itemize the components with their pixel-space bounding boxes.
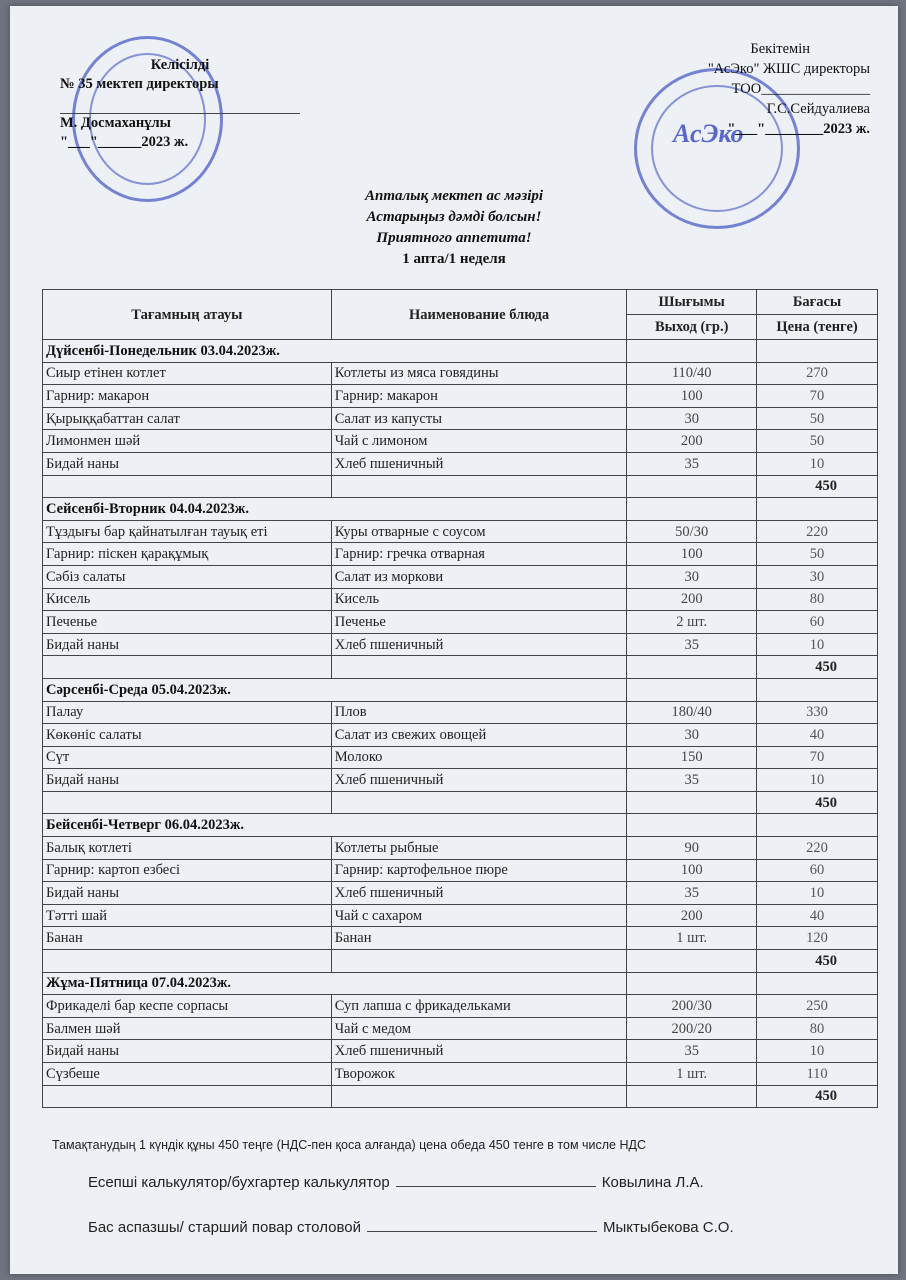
header-dish-kz: Тағамның атауы	[43, 290, 332, 340]
dish-output: 200	[627, 904, 757, 927]
dish-output: 200	[627, 430, 757, 453]
company-director-position: "АсЭко" ЖШС директоры	[707, 61, 870, 77]
dish-name-kz: Сиыр етінен котлет	[43, 362, 332, 385]
dish-price: 60	[757, 611, 878, 634]
dish-name-kz: Бидай наны	[43, 633, 332, 656]
dish-name-ru: Чай с лимоном	[331, 430, 627, 453]
dish-name-kz: Сүзбеше	[43, 1063, 332, 1086]
dish-output: 90	[627, 837, 757, 860]
dish-output: 200/20	[627, 1017, 757, 1040]
dish-name-ru: Кисель	[331, 588, 627, 611]
dish-output: 35	[627, 882, 757, 905]
empty-cell	[627, 791, 757, 814]
table-row	[43, 452, 878, 475]
company-sign-line: ТОО_______________	[731, 81, 870, 97]
dish-name-ru: Банан	[331, 927, 627, 950]
table-row	[43, 385, 878, 408]
dish-name-ru: Куры отварные с соусом	[331, 520, 627, 543]
accountant-signature-row	[88, 1174, 704, 1191]
day-total: 450	[757, 475, 878, 498]
dish-price: 60	[757, 859, 878, 882]
dish-name-ru: Гарнир: макарон	[331, 385, 627, 408]
day-total-row	[43, 950, 878, 973]
table-row	[43, 769, 878, 792]
table-row	[43, 995, 878, 1018]
dish-price: 220	[757, 520, 878, 543]
agreed-label: Келісілді	[150, 57, 210, 73]
day-label: Дүйсенбі-Понедельник 03.04.2023ж.	[43, 340, 627, 363]
school-director-position: № 35 мектеп директоры	[60, 76, 219, 92]
empty-cell	[627, 1085, 757, 1108]
accountant-name: Ковылина Л.А.	[601, 1174, 704, 1191]
dish-name-kz: Көкөніс салаты	[43, 724, 332, 747]
dish-name-ru: Гарнир: гречка отварная	[331, 543, 627, 566]
dish-output: 180/40	[627, 701, 757, 724]
table-row	[43, 859, 878, 882]
dish-name-ru: Хлеб пшеничный	[331, 1040, 627, 1063]
empty-cell	[331, 1085, 627, 1108]
dish-name-kz: Балық котлеті	[43, 837, 332, 860]
table-row	[43, 724, 878, 747]
day-header-row	[43, 498, 878, 521]
dish-price: 80	[757, 588, 878, 611]
day-label: Сәрсенбі-Среда 05.04.2023ж.	[43, 678, 627, 701]
dish-name-kz: Печенье	[43, 611, 332, 634]
dish-name-ru: Чай с медом	[331, 1017, 627, 1040]
dish-name-kz: Сүт	[43, 746, 332, 769]
dish-name-ru: Котлеты из мяса говядины	[331, 362, 627, 385]
dish-name-ru: Гарнир: картофельное пюре	[331, 859, 627, 882]
empty-cell	[757, 678, 878, 701]
empty-cell	[757, 814, 878, 837]
day-label: Жұма-Пятница 07.04.2023ж.	[43, 972, 627, 995]
empty-cell	[43, 1085, 332, 1108]
dish-output: 35	[627, 1040, 757, 1063]
dish-name-ru: Салат из моркови	[331, 565, 627, 588]
empty-cell	[627, 475, 757, 498]
dish-name-kz: Сәбіз салаты	[43, 565, 332, 588]
table-row	[43, 701, 878, 724]
dish-name-kz: Бидай наны	[43, 1040, 332, 1063]
table-row	[43, 520, 878, 543]
empty-cell	[627, 340, 757, 363]
title-line-1: Апталық мектеп ас мәзірі	[364, 188, 544, 204]
approved-label: Бекітемін	[750, 41, 810, 57]
dish-output: 35	[627, 452, 757, 475]
dish-price: 250	[757, 995, 878, 1018]
dish-name-kz: Бидай наны	[43, 882, 332, 905]
empty-cell	[331, 791, 627, 814]
empty-cell	[627, 656, 757, 679]
dish-price: 10	[757, 769, 878, 792]
header-approved-block	[600, 39, 870, 139]
dish-name-ru: Хлеб пшеничный	[331, 769, 627, 792]
header-price: Бағасы	[757, 290, 878, 315]
dish-name-ru: Салат из капусты	[331, 407, 627, 430]
empty-cell	[627, 678, 757, 701]
empty-cell	[331, 950, 627, 973]
day-label: Бейсенбі-Четверг 06.04.2023ж.	[43, 814, 627, 837]
dish-name-kz: Гарнир: макарон	[43, 385, 332, 408]
day-total-row	[43, 656, 878, 679]
dish-price: 50	[757, 543, 878, 566]
empty-cell	[627, 950, 757, 973]
dish-price: 10	[757, 452, 878, 475]
dish-name-kz: Балмен шәй	[43, 1017, 332, 1040]
day-header-row	[43, 972, 878, 995]
title-line-2: Астарыңыз дәмді болсын!	[366, 209, 542, 225]
day-total: 450	[757, 791, 878, 814]
dish-output: 110/40	[627, 362, 757, 385]
day-total-row	[43, 475, 878, 498]
table-row	[43, 1040, 878, 1063]
dish-output: 1 шт.	[627, 927, 757, 950]
dish-output: 200	[627, 588, 757, 611]
empty-cell	[43, 656, 332, 679]
dish-price: 70	[757, 746, 878, 769]
dish-name-kz: Қырыққабаттан салат	[43, 407, 332, 430]
day-header-row	[43, 678, 878, 701]
weekly-menu-table	[42, 289, 878, 1108]
table-row	[43, 611, 878, 634]
empty-cell	[627, 972, 757, 995]
dish-price: 40	[757, 904, 878, 927]
dish-output: 100	[627, 859, 757, 882]
dish-price: 10	[757, 633, 878, 656]
day-total: 450	[757, 950, 878, 973]
dish-name-kz: Бидай наны	[43, 769, 332, 792]
dish-name-kz: Фрикаделі бар кеспе сорпасы	[43, 995, 332, 1018]
title-line-3: Приятного аппетита!	[376, 230, 532, 246]
dish-name-ru: Котлеты рыбные	[331, 837, 627, 860]
accountant-label: Есепші калькулятор/бухгартер калькулятор	[88, 1174, 390, 1191]
empty-cell	[757, 972, 878, 995]
table-row	[43, 633, 878, 656]
empty-cell	[627, 814, 757, 837]
day-total-row	[43, 791, 878, 814]
dish-price: 50	[757, 407, 878, 430]
dish-price: 70	[757, 385, 878, 408]
header-price-sub: Цена (тенге)	[757, 315, 878, 340]
dish-output: 35	[627, 769, 757, 792]
dish-name-ru: Суп лапша с фрикадельками	[331, 995, 627, 1018]
dish-name-kz: Кисель	[43, 588, 332, 611]
dish-price: 220	[757, 837, 878, 860]
dish-output: 1 шт.	[627, 1063, 757, 1086]
table-row	[43, 904, 878, 927]
table-row	[43, 746, 878, 769]
dish-output: 100	[627, 385, 757, 408]
dish-price: 30	[757, 565, 878, 588]
dish-name-ru: Чай с сахаром	[331, 904, 627, 927]
empty-cell	[331, 656, 627, 679]
title-line-4: 1 апта/1 неделя	[402, 251, 506, 267]
header-dish-ru: Наименование блюда	[331, 290, 627, 340]
empty-cell	[757, 498, 878, 521]
agreed-date: "___"______2023 ж.	[60, 134, 189, 150]
dish-name-ru: Хлеб пшеничный	[331, 633, 627, 656]
dish-price: 10	[757, 1040, 878, 1063]
dish-name-kz: Банан	[43, 927, 332, 950]
table-row	[43, 1017, 878, 1040]
dish-output: 30	[627, 565, 757, 588]
dish-name-kz: Бидай наны	[43, 452, 332, 475]
empty-cell	[43, 475, 332, 498]
dish-name-ru: Хлеб пшеничный	[331, 452, 627, 475]
table-row	[43, 1063, 878, 1086]
empty-cell	[43, 791, 332, 814]
day-header-row	[43, 814, 878, 837]
dish-price: 330	[757, 701, 878, 724]
empty-cell	[331, 475, 627, 498]
dish-name-ru: Салат из свежих овощей	[331, 724, 627, 747]
dish-output: 50/30	[627, 520, 757, 543]
dish-output: 30	[627, 724, 757, 747]
dish-name-kz: Лимонмен шәй	[43, 430, 332, 453]
dish-name-kz: Гарнир: піскен қарақұмық	[43, 543, 332, 566]
dish-name-ru: Печенье	[331, 611, 627, 634]
day-total: 450	[757, 656, 878, 679]
header-output-sub: Выход (гр.)	[627, 315, 757, 340]
table-row	[43, 837, 878, 860]
accountant-sign-line	[396, 1186, 596, 1187]
empty-cell	[43, 950, 332, 973]
cook-sign-line	[367, 1231, 597, 1232]
dish-name-ru: Молоко	[331, 746, 627, 769]
table-row	[43, 430, 878, 453]
dish-output: 35	[627, 633, 757, 656]
cook-label: Бас аспазшы/ старший повар столовой	[88, 1219, 361, 1236]
table-row	[43, 882, 878, 905]
dish-output: 150	[627, 746, 757, 769]
document-page	[10, 6, 898, 1274]
table-row	[43, 565, 878, 588]
daily-cost-footnote: Тамақтанудың 1 күндік құны 450 теңге (НДС-пен қоса алғанда) цена обеда 450 тенге в том числе НДС	[52, 1138, 647, 1152]
dish-output: 2 шт.	[627, 611, 757, 634]
dish-name-kz: Тұздығы бар қайнатылған тауық еті	[43, 520, 332, 543]
table-row	[43, 927, 878, 950]
empty-cell	[757, 340, 878, 363]
header-agreed-block	[60, 56, 300, 152]
dish-name-ru: Плов	[331, 701, 627, 724]
day-total: 450	[757, 1085, 878, 1108]
approved-date: "___"________2023 ж.	[727, 121, 870, 137]
dish-name-kz: Тәтті шай	[43, 904, 332, 927]
stamp-brand-text: АсЭко	[673, 119, 744, 148]
header-output: Шығымы	[627, 290, 757, 315]
day-header-row	[43, 340, 878, 363]
dish-price: 270	[757, 362, 878, 385]
school-director-name: М. Досмаханұлы	[60, 115, 171, 131]
table-row	[43, 407, 878, 430]
cook-name: Мыктыбекова С.О.	[602, 1219, 734, 1236]
cook-signature-row	[88, 1219, 734, 1236]
dish-price: 10	[757, 882, 878, 905]
company-director-name: Г.С.Сейдуалиева	[766, 101, 870, 117]
dish-name-ru: Хлеб пшеничный	[331, 882, 627, 905]
signature-line	[60, 94, 300, 114]
table-row	[43, 362, 878, 385]
dish-price: 50	[757, 430, 878, 453]
table-row	[43, 588, 878, 611]
dish-name-kz: Гарнир: картоп езбесі	[43, 859, 332, 882]
empty-cell	[627, 498, 757, 521]
dish-output: 30	[627, 407, 757, 430]
menu-title-block	[10, 186, 898, 270]
dish-price: 40	[757, 724, 878, 747]
dish-name-kz: Палау	[43, 701, 332, 724]
dish-output: 200/30	[627, 995, 757, 1018]
day-label: Сейсенбі-Вторник 04.04.2023ж.	[43, 498, 627, 521]
dish-price: 120	[757, 927, 878, 950]
dish-price: 110	[757, 1063, 878, 1086]
dish-price: 80	[757, 1017, 878, 1040]
dish-name-ru: Творожок	[331, 1063, 627, 1086]
dish-output: 100	[627, 543, 757, 566]
day-total-row	[43, 1085, 878, 1108]
menu-body	[43, 340, 878, 1108]
table-row	[43, 543, 878, 566]
